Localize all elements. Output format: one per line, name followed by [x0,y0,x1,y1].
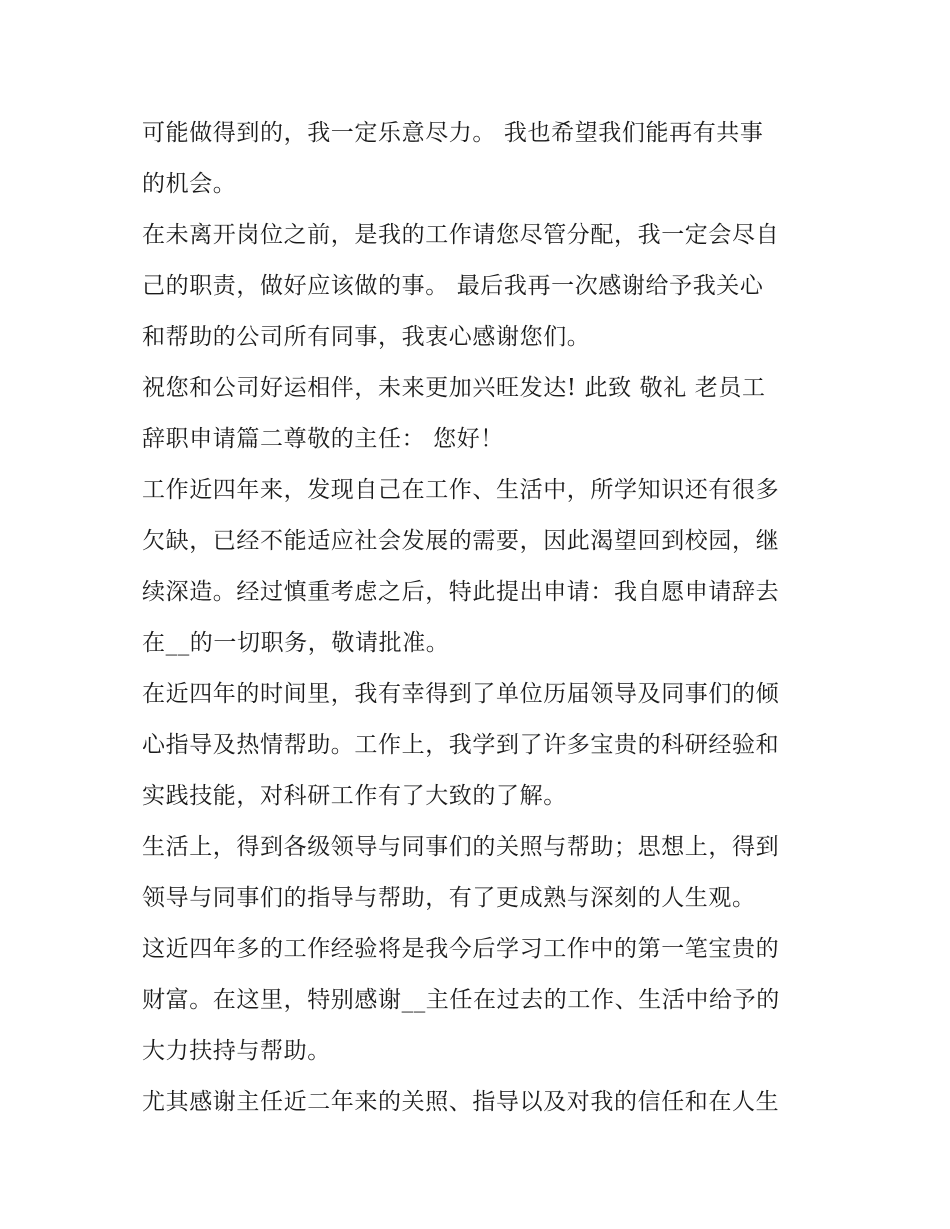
text-line: 祝您和公司好运相伴，未来更加兴旺发达! 此致 敬礼 老员工 [142,375,766,401]
text-line: 欠缺，已经不能适应社会发展的需要，因此渴望回到校园，继 [142,528,780,554]
text-line: 工作近四年来，发现自己在工作、生活中，所学知识还有很多 [142,477,780,503]
text-line: 大力扶持与帮助。 [142,1038,331,1064]
text-line: 尤其感谢主任近二年来的关照、指导以及对我的信任和在人生 [142,1089,780,1115]
text-line: 和帮助的公司所有同事，我衷心感谢您们。 [142,324,591,350]
text-line: 生活上，得到各级领导与同事们的关照与帮助；思想上，得到 [142,834,780,860]
text-line: 这近四年多的工作经验将是我今后学习工作中的第一笔宝贵的 [142,936,780,962]
text-line: 心指导及热情帮助。工作上，我学到了许多宝贵的科研经验和 [142,732,780,758]
text-line: 实践技能，对科研工作有了大致的了解。 [142,783,567,809]
text-line: 在__的一切职务，敬请批准。 [142,630,450,656]
text-line: 可能做得到的，我一定乐意尽力。 我也希望我们能再有共事 [142,120,764,146]
text-line: 续深造。经过慎重考虑之后，特此提出申请：我自愿申请辞去 [142,579,780,605]
text-line: 领导与同事们的指导与帮助，有了更成熟与深刻的人生观。 [142,885,756,911]
text-line: 己的职责，做好应该做的事。 最后我再一次感谢给予我关心 [142,273,764,299]
text-line: 财富。在这里，特别感谢__主任在过去的工作、生活中给予的 [142,987,780,1013]
text-line: 辞职申请篇二尊敬的主任： 您好！ [142,426,504,452]
document-body [142,108,814,1128]
text-line: 的机会。 [142,171,237,197]
text-line: 在未离开岗位之前，是我的工作请您尽管分配，我一定会尽自 [142,222,780,248]
text-line: 在近四年的时间里，我有幸得到了单位历届领导及同事们的倾 [142,681,780,707]
